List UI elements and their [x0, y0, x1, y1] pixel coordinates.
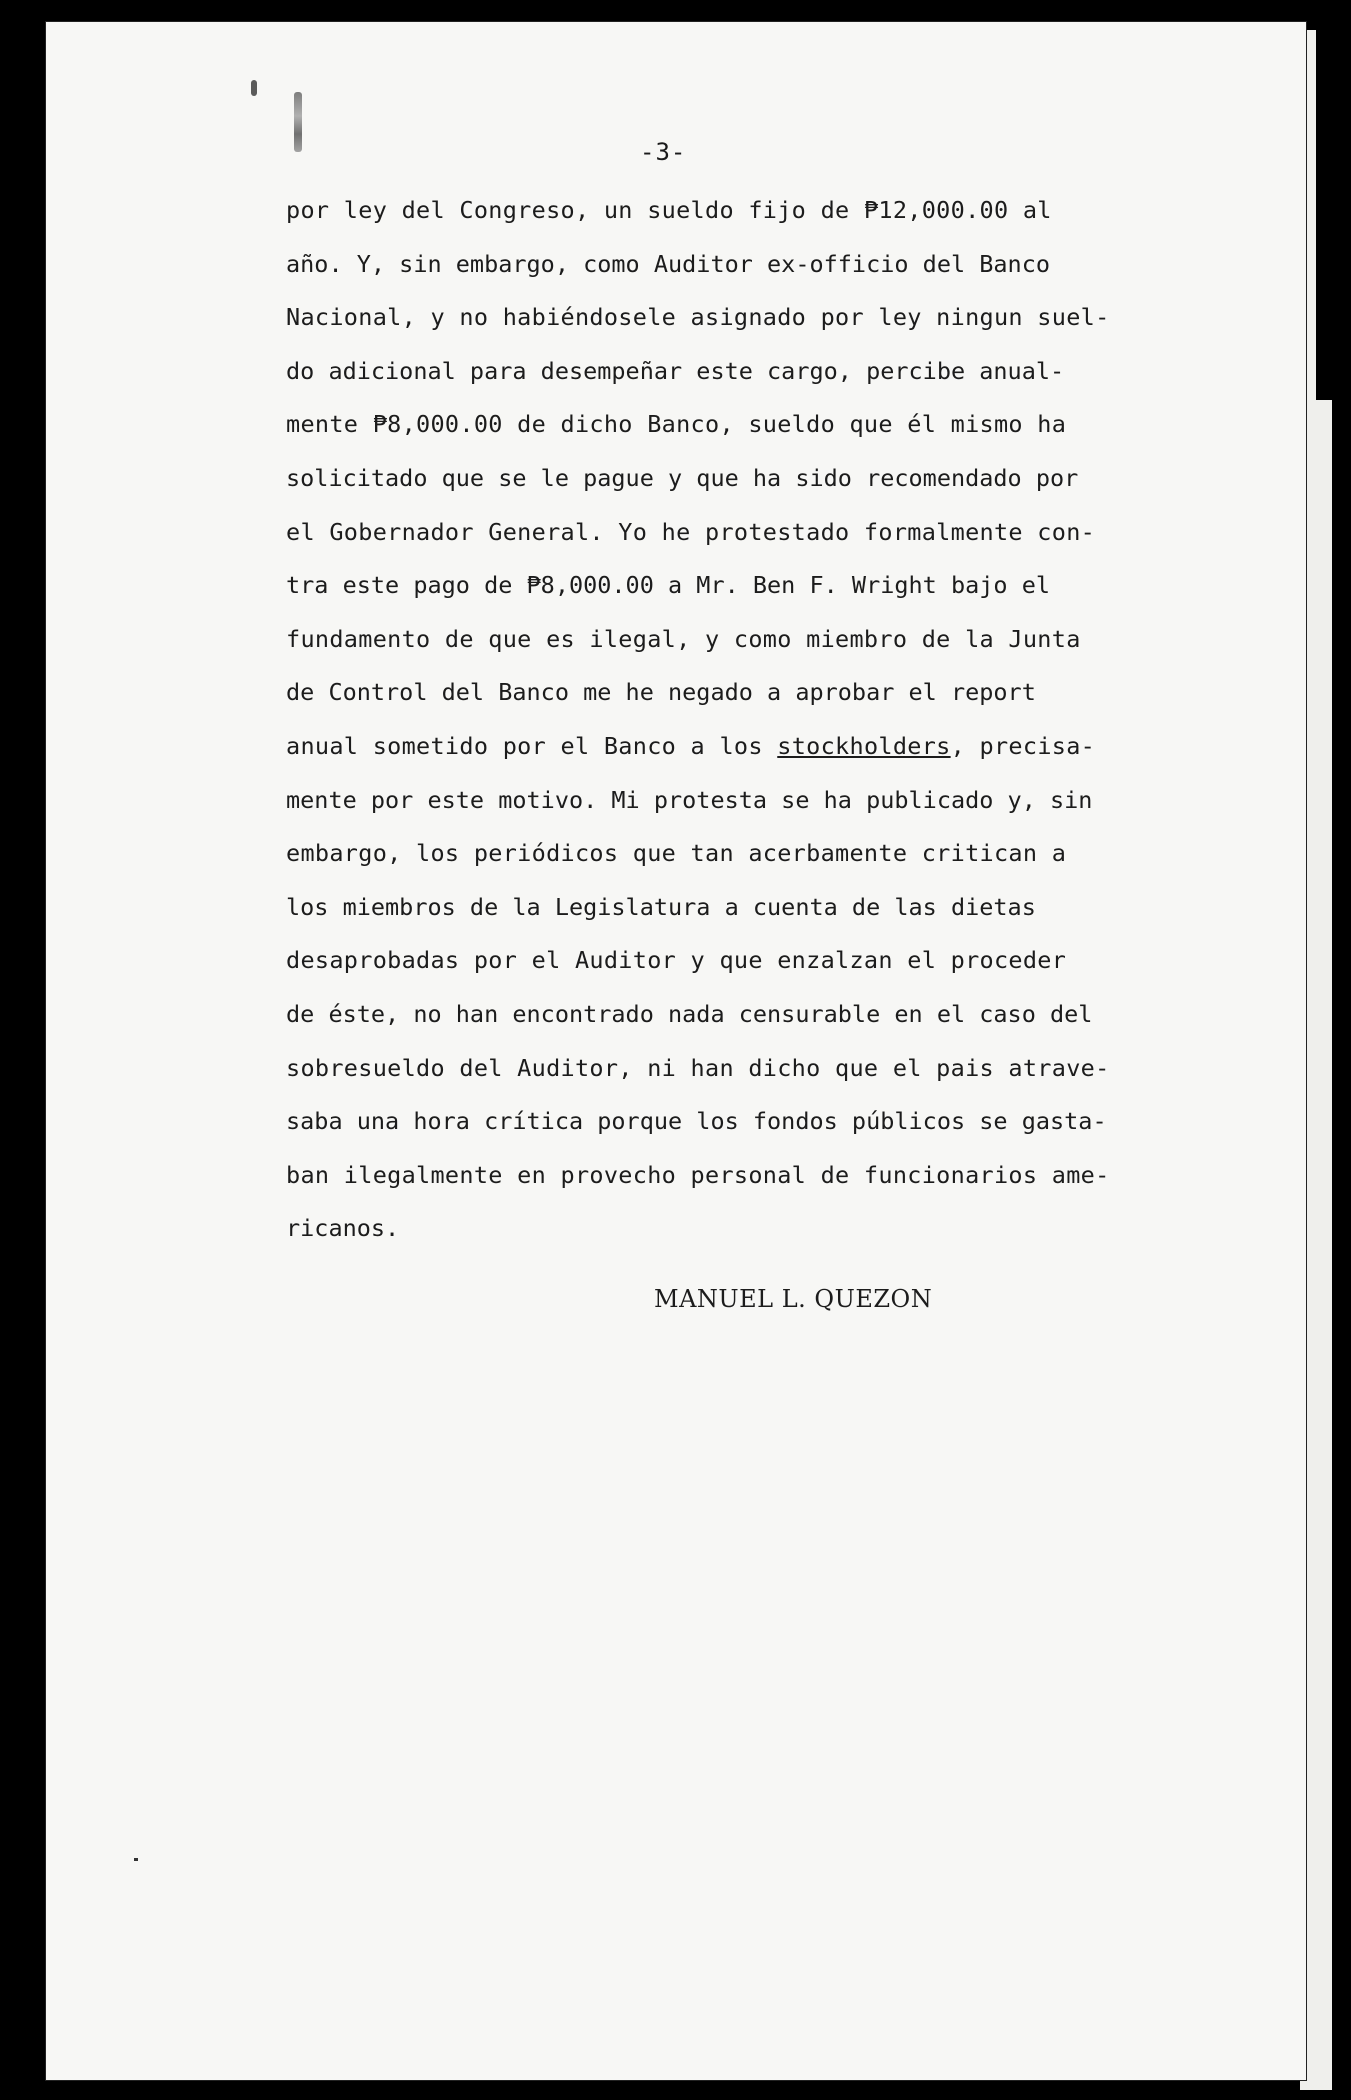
staple-icon: [294, 92, 302, 152]
text-line: los miembros de la Legislatura a cuenta de las dietas: [286, 892, 1036, 921]
text-line: tra este pago de ₱8,000.00 a Mr. Ben F. Wright bajo el: [286, 571, 1051, 600]
text-line: do adicional para desempeñar este cargo, percibe anual-: [286, 356, 1065, 385]
signature-name: MANUEL L. QUEZON: [654, 1285, 933, 1313]
text-line: embargo, los periódicos que tan acerbamente critican a: [286, 839, 1067, 868]
text-line: por ley del Congreso, un sueldo fijo de ₱12,000.00 al: [286, 196, 1052, 224]
text-line: mente por este motivo. Mi protesta se ha publicado y, sin: [286, 785, 1093, 814]
text-line: solicitado que se le pague y que ha sido recomendado por: [286, 463, 1079, 492]
text-line: anual sometido por el Banco a los stockholders, precisa-: [286, 731, 1096, 760]
text-line: fundamento de que es ilegal, y como miembro de la Junta: [286, 624, 1081, 653]
margin-speck: [134, 1858, 138, 1861]
text-line: de éste, no han encontrado nada censurable en el caso del: [286, 999, 1093, 1028]
text-line: ricanos.: [286, 1214, 400, 1243]
text-line: saba una hora crítica porque los fondos públicos se gasta-: [286, 1107, 1107, 1136]
text-line: el Gobernador General. Yo he protestado formalmente con-: [286, 517, 1096, 546]
staple-mark: [251, 80, 257, 96]
text-line: Nacional, y no habiéndosele asignado por ley ningun suel-: [286, 303, 1110, 332]
text-line: ban ilegalmente en provecho personal de funcionarios ame-: [286, 1160, 1110, 1189]
underlined-word: stockholders: [777, 731, 951, 760]
text-line: de Control del Banco me he negado a aprobar el report: [286, 678, 1036, 707]
text-line: desaprobadas por el Auditor y que enzalzan el proceder: [286, 946, 1067, 975]
text-line: mente ₱8,000.00 de dicho Banco, sueldo que él mismo ha: [286, 410, 1067, 439]
text-line: sobresueldo del Auditor, ni han dicho que el pais atrave-: [286, 1053, 1110, 1082]
page-number: -3-: [640, 138, 687, 166]
text-line: año. Y, sin embargo, como Auditor ex-officio del Banco: [286, 249, 1051, 278]
letter-body: [286, 190, 1286, 1262]
